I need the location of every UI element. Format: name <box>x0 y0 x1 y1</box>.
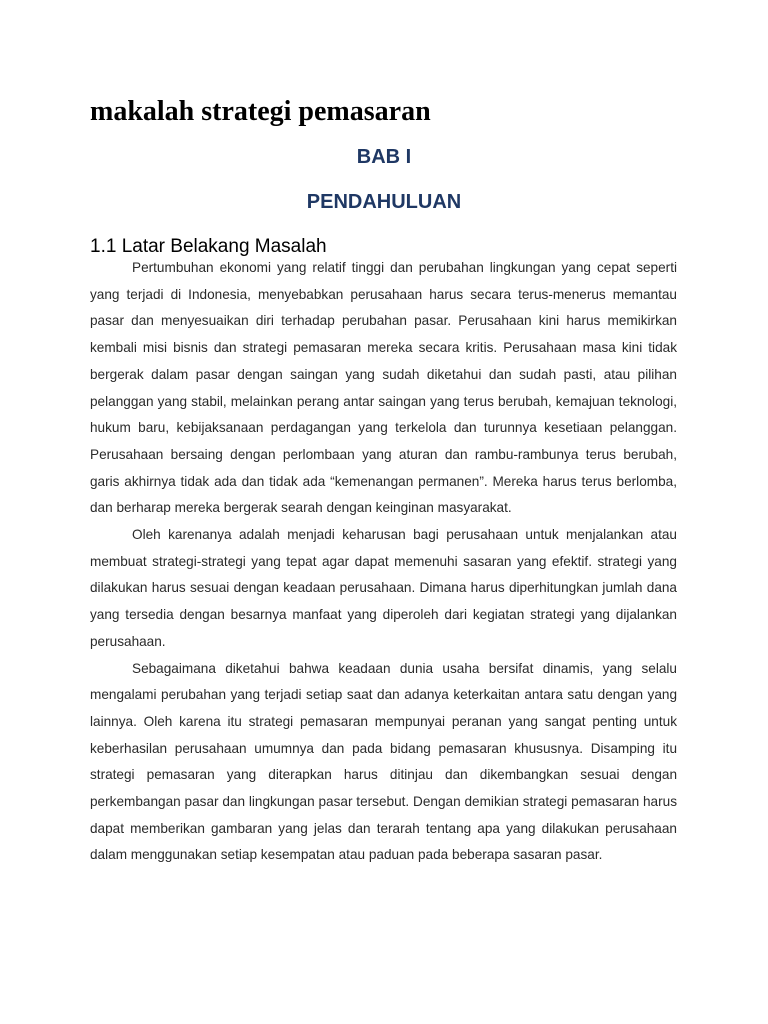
section-heading: 1.1 Latar Belakang Masalah <box>90 236 327 257</box>
paragraph: Sebagaimana diketahui bahwa keadaan dunia usaha bersifat dinamis, yang selalu mengalami perubahan yang terjadi setiap saat dan adanya keterkaitan antara satu dengan yang lainnya. Oleh karena itu strategi pemasaran mempunyai peranan yang sangat penting untuk keberhasilan perusahaan umumnya dan pada bidang pemasaran khususnya. Disamping itu strategi pemasaran yang diterapkan harus ditinjau dan dikembangkan sesuai dengan perkembangan pasar dan lingkungan pasar tersebut. Dengan demikian strategi pemasaran harus dapat memberikan gambaran yang jelas dan terarah tentang apa yang dilakukan perusahaan dalam menggunakan setiap kesempatan atau paduan pada beberapa sasaran pasar. <box>90 660 677 863</box>
document-title: makalah strategi pemasaran <box>90 96 431 127</box>
body-text <box>90 255 677 869</box>
paragraph: Oleh karenanya adalah menjadi keharusan bagi perusahaan untuk menjalankan atau membuat strategi-strategi yang tepat agar dapat memenuhi sasaran yang efektif. strategi yang dilakukan harus sesuai dengan keadaan perusahaan. Dimana harus diperhitungkan jumlah dana yang tersedia dengan besarnya manfaat yang diperoleh dari kegiatan strategi yang dijalankan perusahaan. <box>90 527 677 649</box>
chapter-title: PENDAHULUAN <box>306 191 462 213</box>
paragraph: Pertumbuhan ekonomi yang relatif tinggi dan perubahan lingkungan yang cepat seperti yang terjadi di Indonesia, menyebabkan perusahaan harus secara terus-menerus memantau pasar dan menyesuaikan diri terhadap perubahan pasar. Perusahaan kini harus memikirkan kembali misi bisnis dan strategi pemasaran mereka secara kritis. Perusahaan masa kini tidak bergerak dalam pasar dengan saingan yang sudah diketahui dan sudah pasti, atau pilihan pelanggan yang stabil, melainkan perang antar saingan yang terus berubah, kemajuan teknologi, hukum baru, kebijaksanaan perdagangan yang terkelola dan turunnya kesetiaan pelanggan. Perusahaan bersaing dengan perlombaan yang aturan dan rambu-rambunya terus berubah, garis akhirnya tidak ada dan tidak ada “kemenangan permanen”. Mereka harus terus berlomba, dan berharap mereka bergerak searah dengan keinginan masyarakat. <box>90 260 677 516</box>
chapter-number: BAB I <box>356 146 412 168</box>
